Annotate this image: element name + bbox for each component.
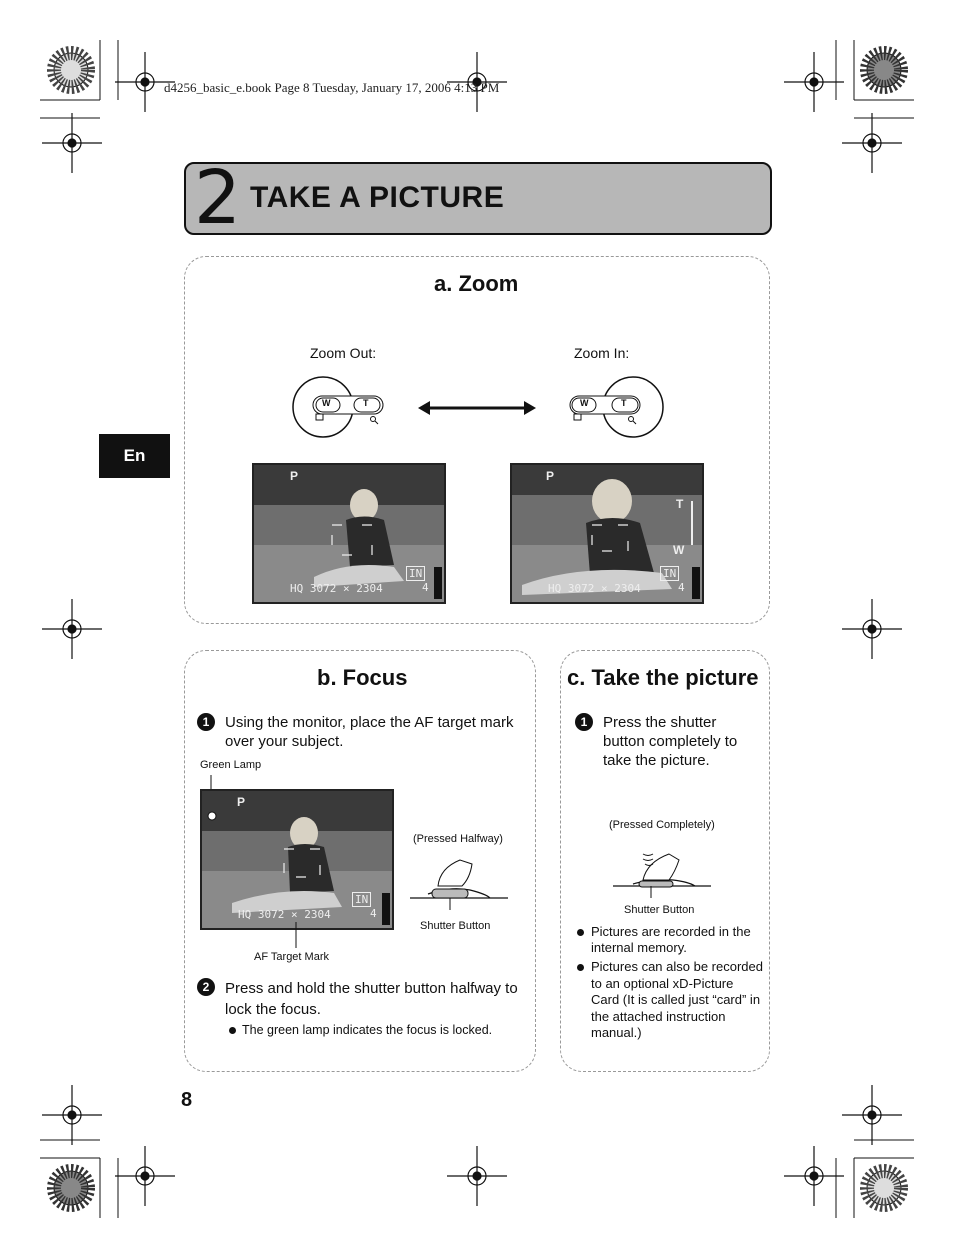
print-header: d4256_basic_e.book Page 8 Tuesday, January 17, 2006 4:13 PM [164,80,500,95]
t-key-label: T [363,398,369,408]
step-1-marker: 1 [197,713,215,731]
mode-indicator: P [290,469,299,483]
t-key-label-2: T [621,398,627,408]
bullet [577,929,584,936]
zoom-scale-wide: W [673,543,685,557]
chapter-number: 2 [194,155,242,241]
take-note1: Pictures are recorded in the internal memory. [591,924,751,955]
shutter-button-label-2: Shutter Button [624,904,695,916]
chapter-title: TAKE A PICTURE [250,181,505,214]
shots-left: 4 [422,581,429,594]
mode-indicator: P [546,469,555,483]
zoom-lever-wide-icon [290,374,390,444]
focus-title: b. Focus [317,665,408,690]
w-key-label-2: W [580,398,589,408]
pressed-halfway-label: (Pressed Halfway) [413,833,503,845]
image-info: HQ 3072 × 2304 [290,582,383,595]
shutter-full-press-icon [613,848,713,908]
take-step1-text: Press the shutter button completely to take the picture. [603,714,738,769]
monitor-focus [200,789,394,930]
shots-left: 4 [370,907,377,920]
bullet [577,964,584,971]
take-note2: Pictures can also be recorded to an optional xD-Picture Card (It is called just “card” in the attached instruction manual.) [591,959,763,1040]
af-target-leader [291,922,301,952]
memory-indicator: IN [660,566,679,581]
green-lamp-label: Green Lamp [200,759,262,771]
monitor-zoom-in [510,463,704,604]
mode-indicator: P [237,795,246,809]
step-2-marker: 2 [197,978,215,996]
zoom-out-label: Zoom Out: [310,345,377,361]
focus-step2-text: Press and hold the shutter button halfway to lock the focus. [225,980,518,1018]
language-tab: En [99,434,170,478]
bullet [229,1027,236,1034]
w-key-label: W [322,398,331,408]
zoom-in-label: Zoom In: [574,345,630,361]
shutter-half-press-icon [410,850,510,910]
zoom-scale-tele: T [676,497,684,511]
zoom-title: a. Zoom [434,271,519,296]
image-info: HQ 3072 × 2304 [548,582,641,595]
focus-step2-note: The green lamp indicates the focus is locked. [242,1023,493,1037]
zoom-lever-tele-icon [568,374,668,444]
pressed-completely-label: (Pressed Completely) [609,819,715,831]
monitor-zoom-out [252,463,446,604]
step-1-marker: 1 [575,713,593,731]
image-info: HQ 3072 × 2304 [238,908,331,921]
af-target-label: AF Target Mark [254,951,329,963]
double-arrow-icon [418,398,538,418]
shutter-button-label: Shutter Button [420,920,491,932]
battery-bar [434,567,442,599]
focus-step1-text: Using the monitor, place the AF target mark over your subject. [225,714,514,750]
battery-bar [692,567,700,599]
battery-bar [382,893,390,925]
take-picture-title: c. Take the picture [567,665,759,690]
memory-indicator: IN [352,892,371,907]
memory-indicator: IN [406,566,425,581]
chapter-header [184,155,772,241]
shots-left: 4 [678,581,685,594]
page-number: 8 [181,1089,193,1111]
